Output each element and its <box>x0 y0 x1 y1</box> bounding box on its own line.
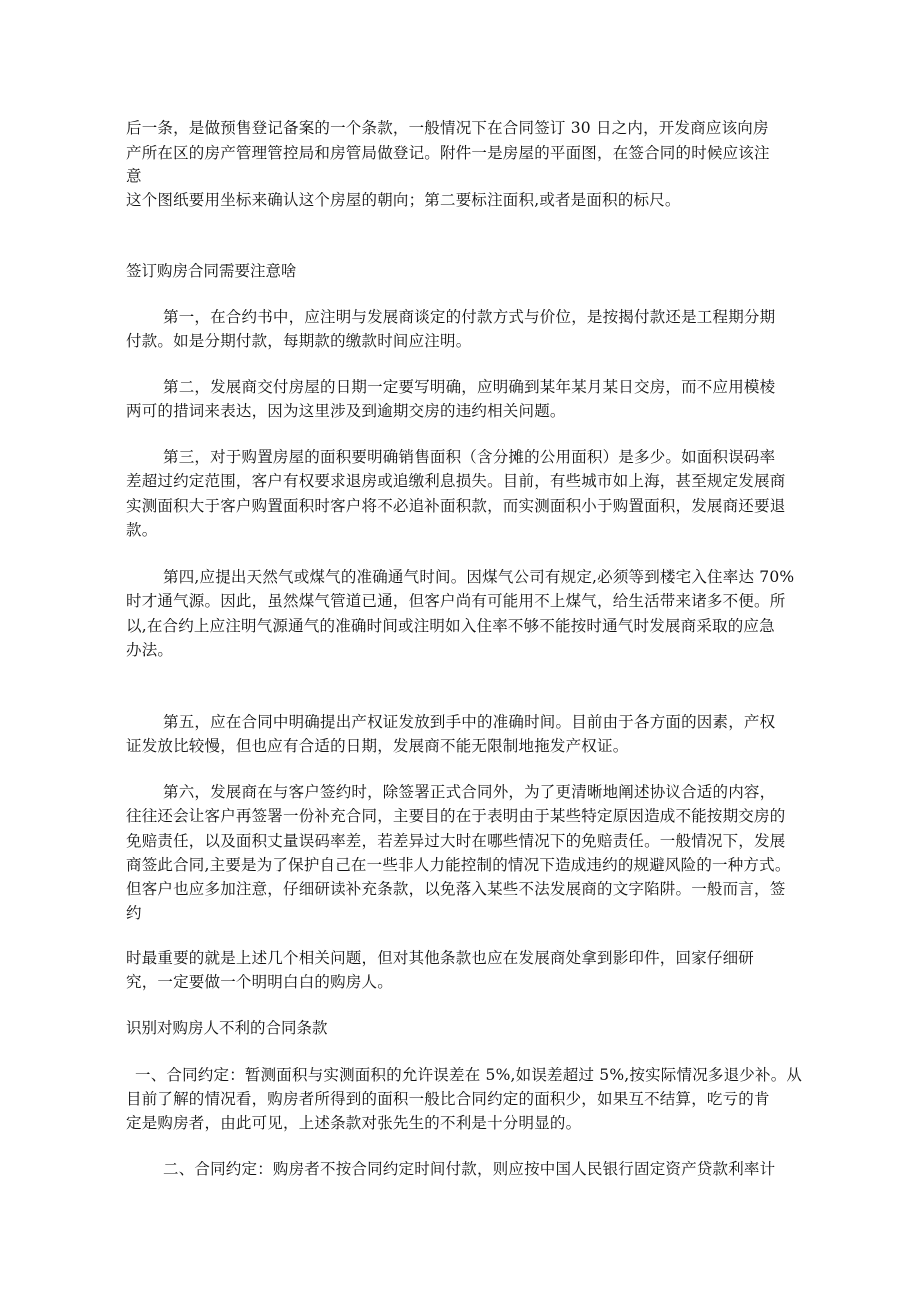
clause-1-line-2: 目前了解的情况看，购房者所得到的面积一般比合同约定的面积少，如果互不结算，吃亏的肯 <box>126 1090 770 1108</box>
intro-line-4: 这个图纸要用坐标来确认这个房屋的朝向；第二要标注面积,或者是面积的标尺。 <box>126 191 681 209</box>
paragraph-1-line-2: 付款。如是分期付款，每期款的缴款时间应注明。 <box>126 332 472 350</box>
paragraph-2-line-1: 第二，发展商交付房屋的日期一定要写明确，应明确到某年某月某日交房，而不应用模棱 <box>163 378 776 396</box>
paragraph-1-line-1: 第一，在合约书中，应注明与发展商谈定的付款方式与价位，是按揭付款还是工程期分期 <box>163 308 776 326</box>
paragraph-2-line-2: 两可的措词来表达，因为这里涉及到逾期交房的违约相关问题。 <box>126 402 566 420</box>
paragraph-3-line-2: 差超过约定范围，客户有权要求退房或追缴利息损失。目前，有些城市如上海，甚至规定发展商 <box>126 472 786 490</box>
section-heading-contract-notes: 签订购房合同需要注意啥 <box>126 262 297 280</box>
paragraph-5-line-2: 证发放比较慢，但也应有合适的日期，发展商不能无限制地拖发产权证。 <box>126 737 629 755</box>
paragraph-4-line-1: 第四,应提出天然气或煤气的准确通气时间。因煤气公司有规定,必须等到楼宅入住率达 70% <box>163 568 795 586</box>
section-heading-unfavorable-clauses: 识别对购房人不利的合同条款 <box>126 1019 328 1037</box>
paragraph-3-line-4: 款。 <box>126 521 158 539</box>
intro-line-1: 后一条，是做预售登记备案的一个条款，一般情况下在合同签订 30 日之内，开发商应该向房 <box>126 119 769 137</box>
paragraph-7-line-2: 究，一定要做一个明明白白的购房人。 <box>126 973 393 991</box>
paragraph-3-line-1: 第三，对于购置房屋的面积要明确销售面积（含分摊的公用面积）是多少。如面积误码率 <box>163 448 776 466</box>
clause-2-line-1: 二、合同约定：购房者不按合同约定时间付款，则应按中国人民银行固定资产贷款利率计 <box>163 1160 776 1178</box>
clause-1-line-3: 定是购房者，由此可见，上述条款对张先生的不利是十分明显的。 <box>126 1114 582 1132</box>
paragraph-6-line-1: 第六，发展商在与客户签约时，除签署正式合同外，为了更清晰地阐述协议合适的内容， <box>163 783 776 801</box>
paragraph-4-line-2: 时才通气源。因此，虽然煤气管道已通，但客户尚有可能用不上煤气，给生活带来诸多不便。所 <box>126 592 786 610</box>
paragraph-5-line-1: 第五，应在合同中明确提出产权证发放到手中的准确时间。目前由于各方面的因素，产权 <box>163 713 776 731</box>
paragraph-6-line-4: 商签此合同,主要是为了保护自己在一些非人力能控制的情况下造成违约的规避风险的一种方式。 <box>126 856 791 874</box>
paragraph-6-line-6: 约 <box>126 904 142 922</box>
paragraph-4-line-3: 以,在合约上应注明气源通气的准确时间或注明如入住率不够不能按时通气时发展商采取的应急 <box>126 617 775 635</box>
intro-line-2: 产所在区的房产管理管控局和房管局做登记。附件一是房屋的平面图，在签合同的时候应该注 <box>126 144 770 162</box>
paragraph-3-line-3: 实测面积大于客户购置面积时客户将不必追补面积款，而实测面积小于购置面积，发展商还要退 <box>126 497 786 515</box>
paragraph-4-line-4: 办法。 <box>126 641 174 659</box>
clause-1-line-1: 一、合同约定：暂测面积与实测面积的允许误差在 5%,如误差超过 5%,按实际情况多退少补。从 <box>135 1066 803 1084</box>
intro-line-3: 意 <box>126 167 142 185</box>
paragraph-7-line-1: 时最重要的就是上述几个相关问题，但对其他条款也应在发展商处拿到影印件，回家仔细研 <box>126 949 755 967</box>
paragraph-6-line-2: 往往还会让客户再签署一份补充合同，主要目的在于表明由于某些特定原因造成不能按期交房的 <box>126 807 786 825</box>
paragraph-6-line-3: 免赔责任，以及面积丈量误码率差，若差异过大时在哪些情况下的免赔责任。一般情况下，发展 <box>126 832 786 850</box>
paragraph-6-line-5: 但客户也应多加注意，仔细研读补充条款，以免落入某些不法发展商的文字陷阱。一般而言，签 <box>126 880 786 898</box>
